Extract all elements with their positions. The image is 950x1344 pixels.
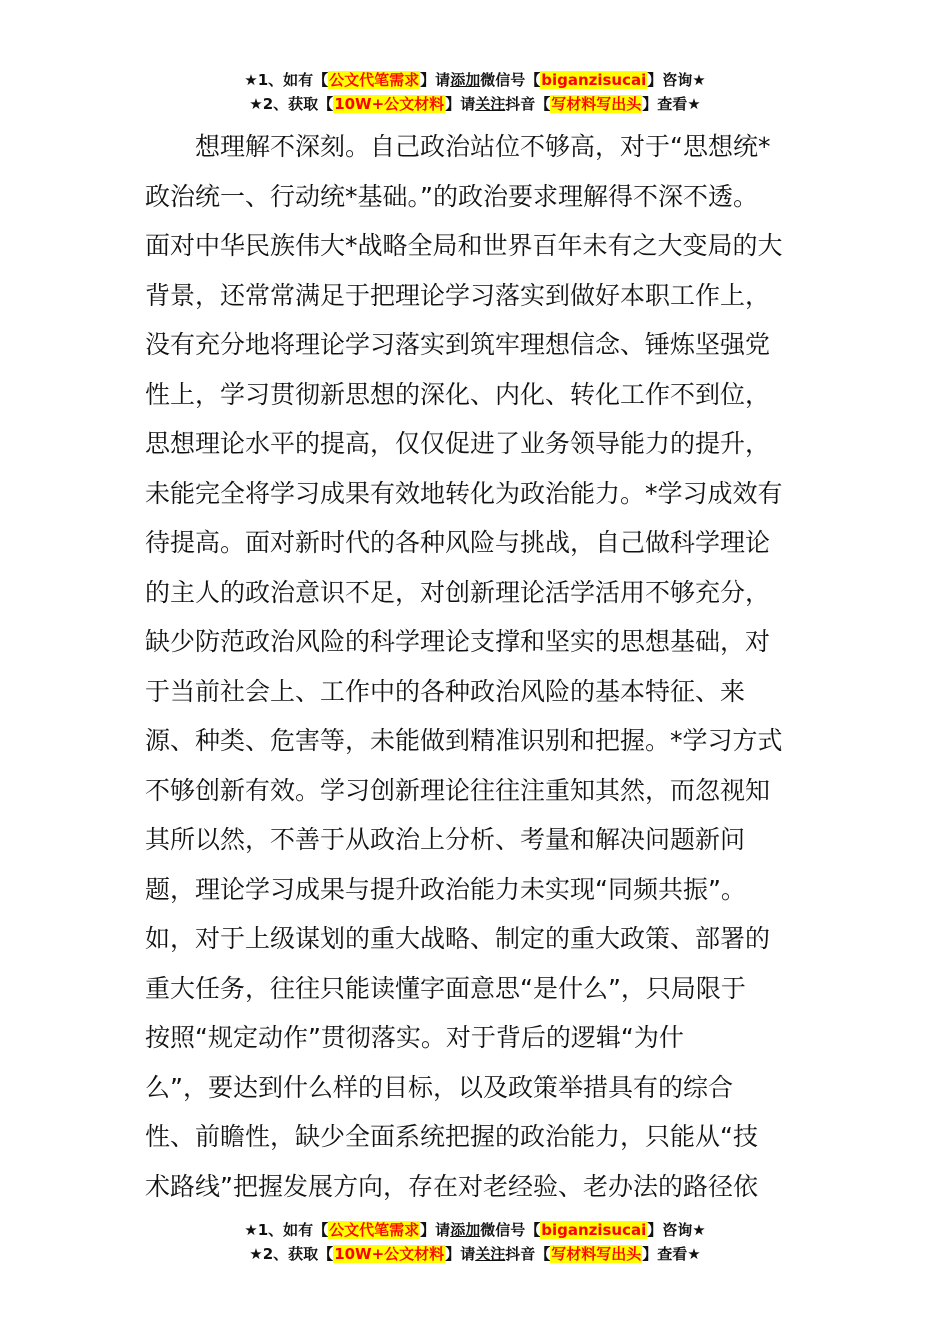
document-body bbox=[145, 122, 810, 1211]
ad-text: ★2、获取【 bbox=[249, 95, 334, 113]
ad-underlined-text: 关注 bbox=[475, 1245, 506, 1263]
body-line: 源、种类、危害等，未能做到精准识别和把握。*学习方式 bbox=[145, 726, 783, 755]
ad-highlight-materials: 10W+公文材料 bbox=[334, 95, 445, 113]
body-line: 么”，要达到什么样的目标，以及政策举措具有的综合 bbox=[145, 1072, 733, 1102]
header-ad-line-1 bbox=[0, 68, 950, 92]
footer-ad-line-2 bbox=[0, 1242, 950, 1266]
ad-highlight-wechat-id: biganzisucai bbox=[541, 1221, 647, 1239]
ad-highlight-service: 公文代笔需求 bbox=[329, 71, 420, 89]
ad-text: 】请 bbox=[420, 71, 451, 89]
ad-text: 】查看★ bbox=[642, 95, 701, 113]
ad-highlight-douyin-account: 写材料写出头 bbox=[551, 95, 642, 113]
ad-text: 】咨询★ bbox=[647, 1221, 706, 1239]
body-line: 术路线”把握发展方向，存在对老经验、老办法的路径依 bbox=[145, 1171, 758, 1201]
ad-text: ★1、如有【 bbox=[244, 1221, 329, 1239]
body-line: 性上，学习贯彻新思想的深化、内化、转化工作不到位， bbox=[145, 379, 771, 409]
body-line: 缺少防范政治风险的科学理论支撑和坚实的思想基础，对 bbox=[145, 627, 771, 656]
body-line: 其所以然，不善于从政治上分析、考量和解决问题新问 bbox=[145, 825, 746, 854]
body-line: 待提高。面对新时代的各种风险与挑战，自己做科学理论 bbox=[145, 528, 771, 557]
ad-text: 】咨询★ bbox=[647, 71, 706, 89]
header-ad-line-2 bbox=[0, 92, 950, 116]
ad-text: 抖音【 bbox=[505, 95, 551, 113]
ad-highlight-materials: 10W+公文材料 bbox=[334, 1245, 445, 1263]
body-line: 想理解不深刻。自己政治站位不够高，对于“思想统* bbox=[195, 132, 771, 161]
ad-underlined-text: 添加 bbox=[450, 1221, 481, 1239]
body-line: 重大任务，往往只能读懂字面意思“是什么”，只局限于 bbox=[145, 973, 746, 1003]
body-line: 于当前社会上、工作中的各种政治风险的基本特征、来 bbox=[145, 676, 746, 706]
body-line: 题，理论学习成果与提升政治能力未实现“同频共振”。 bbox=[145, 874, 746, 904]
body-line: 背景，还常常满足于把理论学习落实到做好本职工作上， bbox=[145, 280, 771, 310]
body-line: 性、前瞻性，缺少全面系统把握的政治能力，只能从“技 bbox=[145, 1122, 758, 1151]
footer-ad-banner bbox=[0, 1218, 950, 1266]
body-line: 政治统一、行动统*基础。”的政治要求理解得不深不透。 bbox=[145, 181, 758, 211]
ad-highlight-douyin-account: 写材料写出头 bbox=[551, 1245, 642, 1263]
body-line: 未能完全将学习成果有效地转化为政治能力。*学习成效有 bbox=[145, 478, 783, 508]
ad-highlight-wechat-id: biganzisucai bbox=[541, 71, 647, 89]
ad-text: 微信号【 bbox=[480, 1221, 541, 1239]
ad-text: 】请 bbox=[420, 1221, 451, 1239]
body-line: 的主人的政治意识不足，对创新理论活学活用不够充分， bbox=[145, 577, 771, 607]
ad-text: ★1、如有【 bbox=[244, 71, 329, 89]
ad-text: 】请 bbox=[445, 1245, 476, 1263]
body-line: 面对中华民族伟大*战略全局和世界百年未有之大变局的大 bbox=[145, 231, 783, 260]
body-line: 没有充分地将理论学习落实到筑牢理想信念、锤炼坚强党 bbox=[145, 330, 771, 359]
body-line: 不够创新有效。学习创新理论往往注重知其然，而忽视知 bbox=[145, 775, 771, 805]
ad-underlined-text: 添加 bbox=[450, 71, 481, 89]
ad-text: 】请 bbox=[445, 95, 476, 113]
ad-text: 微信号【 bbox=[480, 71, 541, 89]
ad-text: ★2、获取【 bbox=[249, 1245, 334, 1263]
ad-text: 抖音【 bbox=[505, 1245, 551, 1263]
body-line: 按照“规定动作”贯彻落实。对于背后的逻辑“为什 bbox=[145, 1023, 684, 1052]
footer-ad-line-1 bbox=[0, 1218, 950, 1242]
body-line: 思想理论水平的提高，仅仅促进了业务领导能力的提升， bbox=[145, 429, 771, 458]
ad-text: 】查看★ bbox=[642, 1245, 701, 1263]
header-ad-banner bbox=[0, 68, 950, 116]
body-line: 如，对于上级谋划的重大战略、制定的重大政策、部署的 bbox=[145, 924, 771, 953]
ad-underlined-text: 关注 bbox=[475, 95, 506, 113]
ad-highlight-service: 公文代笔需求 bbox=[329, 1221, 420, 1239]
